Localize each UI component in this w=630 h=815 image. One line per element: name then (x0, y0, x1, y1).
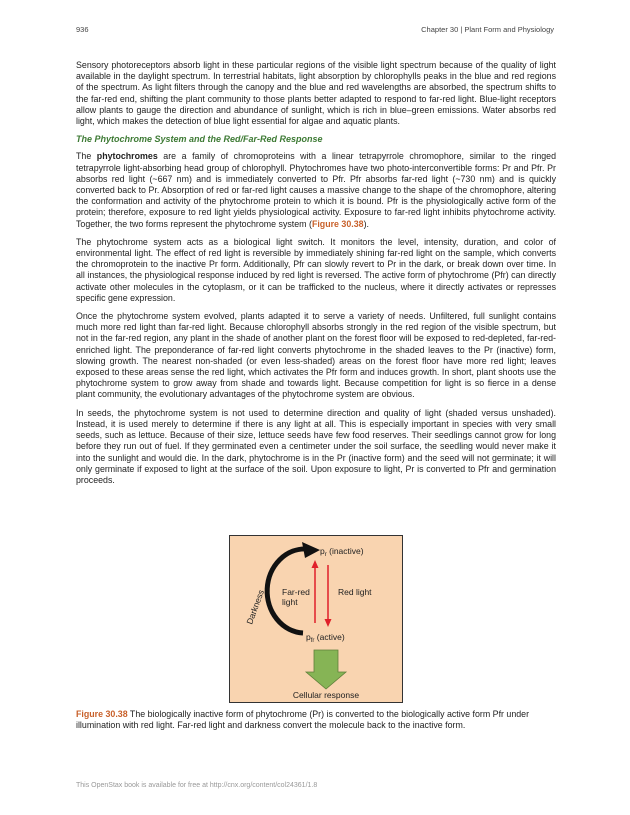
chapter-title: Chapter 30 | Plant Form and Physiology (421, 25, 554, 34)
paragraph-light-switch: The phytochrome system acts as a biological light switch. It monitors the level, intensity, duration, and color of environmental light. The effect of red light is reversible by immediately shining far-red light on the sample, which converts the chromoprotein to the inactive Pr form. Additionally, Pfr can slowly revert to Pr in the dark, or break down over time. In all instances, the physiological response induced by red light is reversed. The active form of phytochrome (Pfr) can directly activate other molecules in the cytoplasm, or it can be trafficked to the nucleus, where it directly activates or represses specific gene expression. (76, 236, 556, 303)
paragraph-photoreceptors: Sensory photoreceptors absorb light in these particular regions of the visible light spectrum because of the quality of light available in the daylight spectrum. In terrestrial habitats, light absorption by chlorophylls peaks in the blue and red regions of the spectrum. As light filters through the canopy and the blue and red wavelengths are absorbed, the spectrum shifts to the far-red end, shifting the plant community to those plants better adapted to respond to far-red light. Blue-light receptors allow plants to gauge the direction and abundance of sunlight, which is rich in blue–green emissions. Water absorbs red light, which makes the detection of blue light essential for algae and aquatic plants. (76, 60, 556, 127)
pfr-label: $p_{fr}$ (active) (306, 632, 345, 644)
figure-link[interactable]: Figure 30.38 (311, 218, 364, 229)
far-red-label: Far-red (282, 587, 310, 597)
caption-text: The biologically inactive form of phytochrome (Pr) is converted to the biologically active form Pfr under illumination with red light. Far-red light and darkness convert the molecule back to the inactive form. (76, 709, 530, 731)
paragraph-evolution: Once the phytochrome system evolved, plants adapted it to serve a variety of needs. Unfiltered, full sunlight contains much more red light than far-red light. Because chlorophyll absorbs strongly in the red region of the visible spectrum, but not in the far-red region, any plant in the shade of another plant on the forest floor will be exposed to red-depleted, far-red-enriched light. The preponderance of far-red light converts phytochrome in the shaded leaves to the Pr (inactive) form, slowing growth. The nearest non-shaded (or even less-shaded) areas on the forest floor have more red light; leaves exposed to these areas sense the red light, which activates the Pfr form and induces growth. In short, plant shoots use the phytochrome system to grow away from shade and towards light. Because competition for light is so fierce in a dense plant community, the evolutionary advantages of the phytochrome system are obvious. (76, 311, 556, 400)
phytochrome-diagram (229, 535, 403, 703)
darkness-label: Darkness (244, 588, 267, 626)
figure-caption (76, 709, 556, 731)
section-heading: The Phytochrome System and the Red/Far-Red Response (76, 134, 323, 145)
red-light-label: Red light (338, 587, 372, 597)
far-red-label-line2: light (282, 597, 298, 607)
caption-label: Figure 30.38 (76, 709, 128, 719)
cellular-response-label: Cellular response (292, 690, 360, 700)
footer-text: This OpenStax book is available for free at http://cnx.org/content/col24361/1.8 (76, 782, 318, 789)
main-text (76, 60, 556, 493)
term-phytochromes: phytochromes (96, 151, 158, 162)
paragraph-phytochromes (76, 151, 556, 229)
p2-mid: are a family of chromoproteins with a linear tetrapyrrole chromophore, similar to the ringed tetrapyrrole light-absorbing head group of chlorophyll. Phytochromes have two photo-interconvertible forms: Pr and Pfr. Pr absorbs red light (~667 nm) and is immediately converted to Pfr. Pfr absorbs far-red light (~730 nm) and is quickly converted back to Pr. Absorption of red or far-red light causes a massive change to the shape of the chromophore, altering the conformation and activity of the phytochrome protein to which it is bound. Pfr is the physiologically active form of the protein; therefore, exposure to red light yields physiological activity. Exposure to far-red light inhibits phytochrome activity. Together, the two forms represent the phytochrome system ( (76, 151, 556, 229)
p2-pre: The (76, 151, 97, 162)
p2-end: ). (363, 218, 369, 229)
pr-label: $p_r$ (inactive) (320, 546, 364, 558)
page-number: 936 (76, 25, 89, 34)
paragraph-seeds: In seeds, the phytochrome system is not used to determine direction and quality of light (shaded versus unshaded). Instead, it is used merely to determine if there is any light at all. This is especially important in species with very small seeds, such as lettuce. Because of their size, lettuce seeds have few food reserves. Their seedlings cannot grow for long before they run out of fuel. If they germinated even a centimeter under the soil surface, the seedling would never make it into the sunlight and would die. In the dark, phytochrome is in the Pr (inactive form) and the seed will not germinate; it will only germinate if exposed to light at the surface of the soil. Upon exposure to light, Pr is converted to Pfr and germination proceeds. (76, 407, 556, 485)
